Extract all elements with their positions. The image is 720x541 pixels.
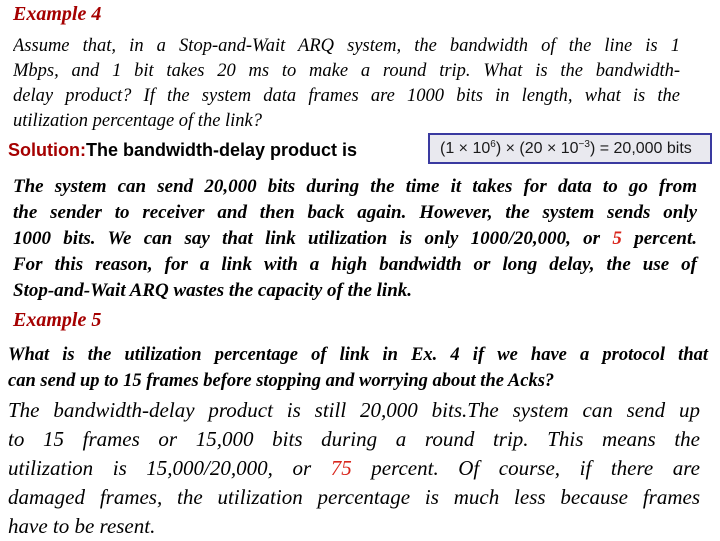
question-line: delay product? If the system data frames are 1000 bits in length, what is the (13, 86, 680, 106)
formula-part: (1 × 10 (440, 140, 491, 157)
answer-text: percent. Of course, if there are (351, 456, 700, 480)
answer-line: For this reason, for a link with a high bandwidth or long delay, the use of (13, 254, 697, 275)
answer-line (8, 454, 700, 483)
formula-part: ) = 20,000 bits (589, 140, 692, 157)
formula-exponent: 6 (490, 139, 496, 150)
answer-text: 1000 bits. We can say that link utilization is only 1000/20,000, or (13, 228, 613, 249)
example-5-answer (8, 396, 700, 541)
answer-line: to 15 frames or 15,000 bits during a round trip. This means the (8, 427, 700, 451)
answer-line (13, 226, 697, 252)
question-line: utilization percentage of the link? (13, 111, 263, 130)
utilization-percent-value: 75 (330, 456, 352, 480)
answer-text: percent. (621, 228, 697, 249)
answer-line: the sender to receiver and then back again. However, the system sends only (13, 202, 697, 223)
solution-line (8, 138, 357, 162)
answer-line: The system can send 20,000 bits during the time it takes for data to go from (13, 176, 697, 197)
solution-label: Solution: (8, 140, 86, 160)
formula-part: ) × (20 × 10 (495, 140, 579, 157)
answer-line: damaged frames, the utilization percentage is much less because frames (8, 485, 700, 509)
question-line: What is the utilization percentage of link in Ex. 4 if we have a protocol that (8, 345, 708, 365)
example-5-question (8, 342, 708, 394)
answer-line: The bandwidth-delay product is still 20,000 bits.The system can send up (8, 398, 700, 422)
question-line: Mbps, and 1 bit takes 20 ms to make a round trip. What is the bandwidth- (13, 61, 680, 81)
utilization-percent-value: 5 (612, 228, 622, 249)
question-line: Assume that, in a Stop-and-Wait ARQ system, the bandwidth of the line is 1 (13, 36, 680, 56)
question-line: can send up to 15 frames before stopping and worrying about the Acks? (8, 371, 555, 391)
answer-line: have to be resent. (8, 514, 156, 538)
example-4-heading: Example 4 (13, 3, 102, 25)
example-4-answer (13, 174, 697, 304)
answer-line: Stop-and-Wait ARQ wastes the capacity of the link. (13, 280, 413, 301)
formula-exponent: −3 (578, 139, 590, 150)
answer-text: utilization is 15,000/20,000, or (8, 456, 331, 480)
example-4-question (13, 34, 680, 130)
example-5-heading: Example 5 (13, 309, 102, 331)
solution-text: The bandwidth-delay product is (85, 140, 357, 160)
bandwidth-delay-formula (428, 133, 712, 164)
